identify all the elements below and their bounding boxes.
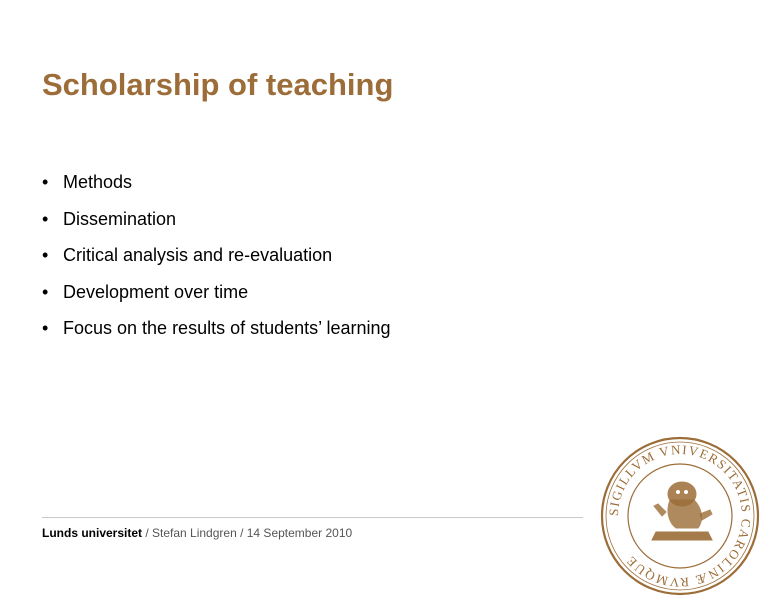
bullet-dot: • — [42, 208, 49, 229]
bullet-item — [42, 164, 391, 201]
bullet-text: Methods — [63, 172, 133, 192]
bullet-list — [42, 164, 391, 347]
footer-organization: Lunds universitet — [42, 526, 143, 540]
bullet-item — [42, 201, 391, 238]
footer-details: / Stefan Lindgren / 14 September 2010 — [142, 526, 353, 540]
bullet-dot: • — [42, 172, 49, 192]
slide-title: Scholarship of teaching — [42, 67, 394, 102]
seal-inscription: SIGILLVM VNIVERSITATIS CAROLINÆ RVMQUE — [605, 441, 755, 591]
bullet-dot: • — [42, 245, 49, 265]
bullet-text: Focus on the results of students’ learning — [63, 318, 391, 338]
bullet-item — [42, 274, 391, 311]
bullet-dot: • — [42, 281, 49, 302]
bullet-text: Critical analysis and re-evaluation — [63, 245, 333, 265]
footer — [42, 526, 352, 540]
bullet-text: Dissemination — [63, 208, 177, 229]
bullet-dot: • — [42, 318, 49, 338]
university-seal-icon — [600, 436, 760, 596]
bullet-item — [42, 237, 391, 274]
bullet-text: Development over time — [63, 281, 249, 302]
bullet-item — [42, 310, 391, 347]
footer-divider — [42, 517, 583, 518]
